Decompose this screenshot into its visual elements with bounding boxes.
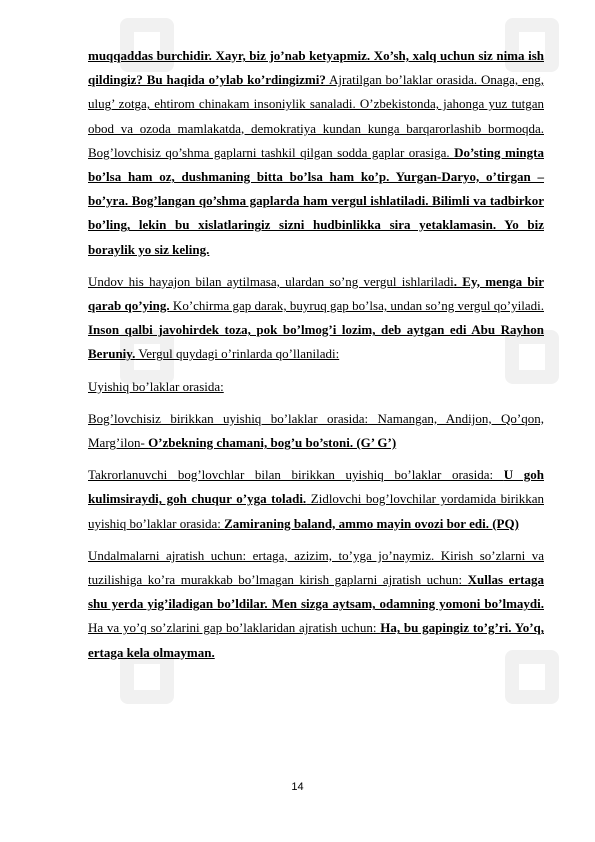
bold-text-run: Xullas ertaga shu yerda yig’iladigan bo’ldilar. Men sizga aytsam, odamning yomoni bo’lmaydi. (88, 572, 544, 612)
bold-text-run: muqqaddas burchidir. Xayr, biz jo’nab ketyapmiz. Xo’sh, xalq uchun siz nima ish qildingiz? Bu haqida o’ylab ko’rdingizmi? (88, 48, 544, 88)
text-run: Ajratilgan bo’laklar orasida. Onaga, eng, ulug’ zotga, ehtirom chinakam insoniylik sanaladi. O’zbekistonda, jahonga yuz tutgan obod va ozoda mamlakatda, demokratiya kundan kunga barqarorlashib bormoqda. Bog’lovchisiz qo’shma gaplarni tashkil qilgan sodda gaplar orasiga. (88, 72, 544, 160)
text-run: Vergul quydagi o’rinlarda qo’llaniladi: (135, 346, 340, 362)
bold-text-run: U goh kulimsiraydi, goh chuqur o’yga toladi. (88, 467, 544, 507)
text-run: Undalmalarni ajratish uchun: ertaga, azizim, to’yga jo’naymiz. Kirish so’zlarni va tuzilishiga ko’ra murakkab bo’lmagan kirish gaplarni ajratish uchun: (88, 547, 544, 588)
paragraph (88, 463, 544, 536)
page-number: 14 (291, 781, 304, 793)
paragraph (88, 407, 544, 455)
text-run: Bog’lovchisiz birikkan uyishiq bo’laklar orasida: Namangan, Andijon, Qo’qon, Marg’ilon- (88, 410, 544, 451)
bold-text-run: Zamiraning baland, ammo mayin ovozi bor edi. (PQ) (224, 515, 519, 531)
text-run: Undov his hayajon bilan aytilmasa, ulardan so’ng vergul ishlariladi (88, 273, 454, 289)
bold-text-run: . Ey, menga bir qarab qo’ying. (88, 273, 544, 314)
text-run: Uyishiq bo’laklar orasida: (88, 378, 224, 394)
text-run: Ha va yo’q so’zlarini gap bo’laklaridan ajratish uchun: (88, 620, 381, 636)
paragraph (88, 270, 544, 367)
text-run: Takrorlanuvchi bog’lovchlar bilan birikkan uyishiq bo’laklar orasida: (88, 467, 504, 483)
bold-text-run: Inson qalbi javohirdek toza, pok bo’lmog’i lozim, deb aytgan edi Abu Rayhon Beruniy. (88, 322, 544, 362)
text-run: Zidlovchi bog’lovchilar yordamida birikkan uyishiq bo’laklar orasida: (88, 491, 544, 531)
text-run: Ko’chirma gap darak, buyruq gap bo’lsa, undan so’ng vergul qo’yiladi. (169, 298, 544, 314)
paragraph (88, 375, 544, 399)
document-body (88, 44, 544, 665)
bold-text-run: O’zbekning chamani, bog’u bo’stoni. (G’ G’) (148, 435, 397, 451)
paragraph (88, 544, 544, 665)
paragraph (88, 44, 544, 262)
bold-text-run: Do’sting mingta bo’lsa ham oz, dushmaning bitta bo’lsa ham ko’p. Yurgan-Daryo, o’tirgan – bo’yra. Bog’langan qo’shma gaplarda ham vergul ishlatiladi. Bilimli va tadbirkor bo’ling, lekin bu xislatlaringiz sizni hudbinlikka sira yetaklamasin. Yo biz boraylik yo siz keling. (88, 144, 544, 257)
bold-text-run: Ha, bu gapingiz to’g’ri. Yo’q, ertaga kela olmayman. (88, 620, 545, 660)
